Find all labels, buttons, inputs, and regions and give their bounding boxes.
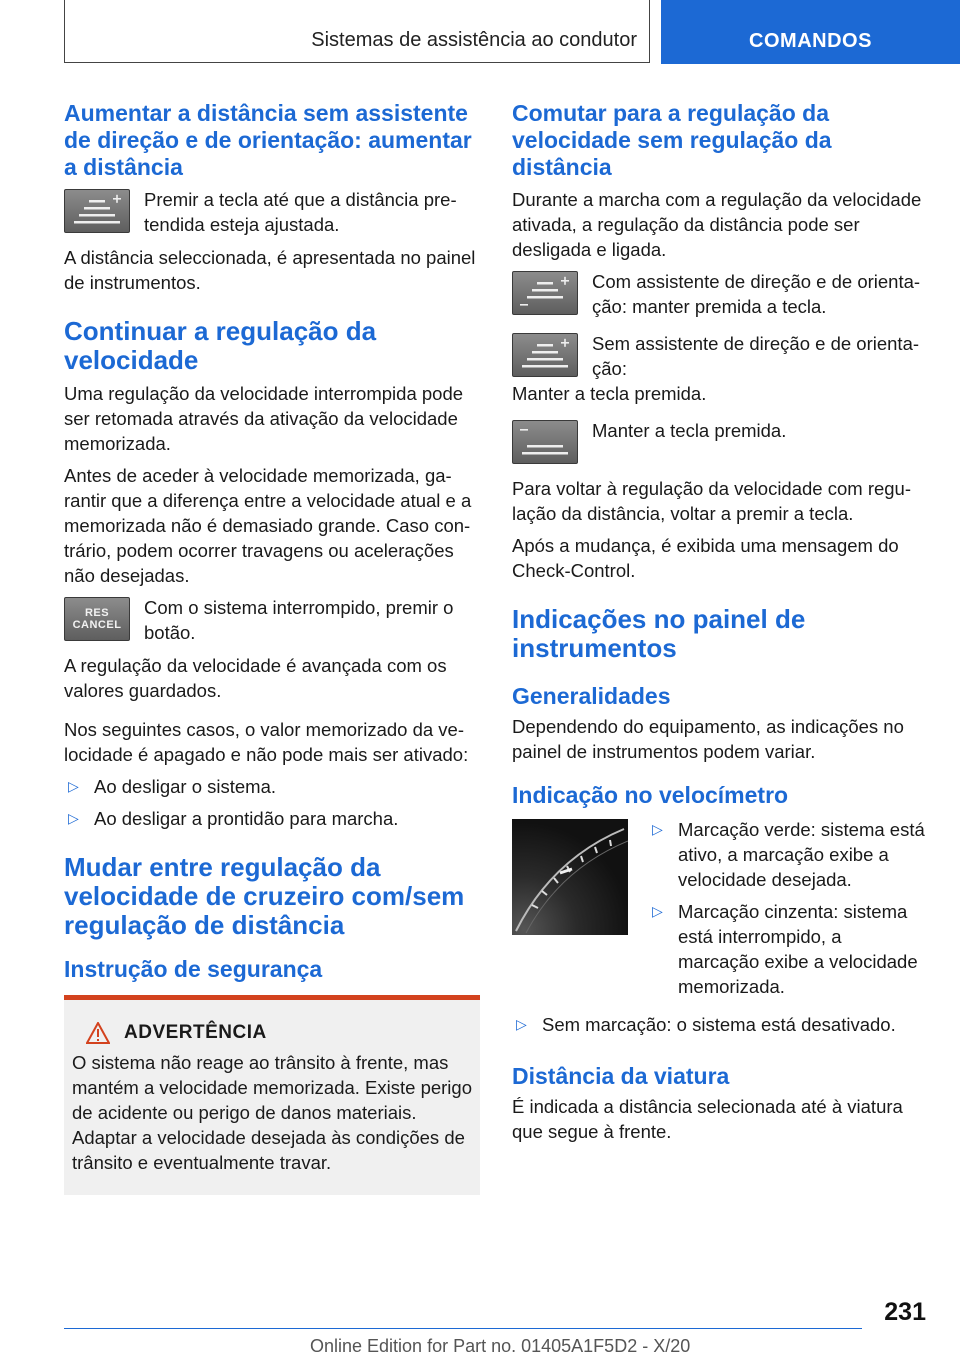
bullet-list	[512, 1012, 926, 1037]
paragraph: Após a mudança, é exibida uma mensagem do Check-Control.	[512, 535, 899, 581]
list-item: ▷ Ao desligar a prontidão para marcha.	[68, 808, 399, 829]
list-item: ▷ Marcação cinzenta: sistema está interrompido, a marcação exibe a velocidade memorizada.	[652, 901, 918, 997]
heading-generalidades: Generalidades	[512, 683, 671, 709]
chapter-tab-label: COMANDOS	[749, 30, 872, 52]
warning-text: O sistema não reage ao trânsito à frente, mas mantém a velocidade memorizada. Existe perigo de acidente ou perigo de danos materiais. Adaptar a velocidade desejada às condições de trânsito e eventualmente travar.	[72, 1052, 472, 1173]
heading-continuar: Continuar a regulação da velocidade	[64, 316, 377, 375]
heading-distancia: Distância da viatura	[512, 1063, 730, 1089]
distance-minus-icon	[512, 420, 578, 464]
paragraph: Para voltar à regulação da velocidade com regulação da distância, voltar a premir a tecla.	[512, 478, 912, 524]
section-title-box	[64, 0, 650, 63]
paragraph: Manter a tecla premida.	[512, 383, 707, 404]
bullet-triangle-icon: ▷	[652, 821, 663, 837]
paragraph: Nos seguintes casos, o valor memorizado da velocidade é apagado e não pode mais ser ativado:	[64, 719, 469, 765]
icon-description: Premir a tecla até que a distância pretendida esteja ajustada.	[144, 189, 457, 235]
paragraph: A regulação da velocidade é avançada com os valores guardados.	[64, 655, 447, 701]
heading-mudar: Mudar entre regulação da velocidade de cruzeiro com/sem regulação de distância	[64, 852, 465, 940]
icon-row-3	[512, 418, 926, 464]
list-item: ▷ Ao desligar o sistema.	[68, 776, 277, 797]
chapter-tab	[661, 0, 960, 64]
footer-text: Online Edition for Part no. 01405A1F5D2 - X/20	[310, 1336, 691, 1356]
bullet-triangle-icon: ▷	[652, 903, 663, 919]
res-label: RES	[84, 607, 110, 619]
bullet-triangle-icon: ▷	[68, 810, 79, 826]
page-number: 231	[884, 1298, 926, 1326]
icon-description: Manter a tecla premida.	[592, 420, 787, 441]
distance-plus-minus-icon	[512, 271, 578, 315]
warning-title-row	[86, 1022, 472, 1044]
paragraph: A distância seleccionada, é apresentada no painel de instrumentos.	[64, 247, 476, 293]
left-column	[64, 100, 480, 1195]
footer-divider	[64, 1328, 862, 1329]
icon-description: Com assistente de direção e de orientação: manter premida a tecla.	[592, 271, 921, 317]
heading-indicacoes: Indicações no painel de instrumentos	[512, 604, 806, 663]
bullet-triangle-icon: ▷	[516, 1016, 527, 1032]
section-title: Sistemas de assistência ao condutor	[311, 29, 637, 51]
paragraph: Antes de aceder à velocidade memorizada, garantir que a diferença entre a velocidade atual e a memorizada não é demasiado grande. Caso contrário, podem ocorrer travagens ou acelerações não desejadas.	[64, 465, 472, 586]
distance-plus-icon	[512, 333, 578, 377]
icon-description: Com o sistema interrompido, premir o botão.	[144, 597, 454, 643]
right-column	[512, 100, 926, 1151]
bullet-triangle-icon: ▷	[68, 778, 79, 794]
icon-row-res-cancel	[64, 595, 480, 645]
distance-plus-icon	[64, 189, 130, 233]
page-header	[64, 0, 960, 64]
heading-instrucao: Instrução de segurança	[64, 956, 323, 982]
heading-aumentar: Aumentar a distância sem assistente de direção e de orientação: aumentar a distância	[64, 100, 472, 180]
paragraph: Uma regulação da velocidade interrompida pode ser retomada através da ativação da velocidade memorizada.	[64, 383, 464, 454]
paragraph: É indicada a distância selecionada até à viatura que segue à frente.	[512, 1096, 903, 1142]
warning-box	[64, 995, 480, 1195]
warning-triangle-icon	[86, 1022, 110, 1044]
list-item: ▷ Sem marcação: o sistema está desativado.	[516, 1014, 896, 1035]
heading-comutar: Comutar para a regulação da velocidade sem regulação da distância	[512, 100, 832, 180]
icon-row-2	[512, 331, 926, 381]
list-item: ▷ Marcação verde: sistema está ativo, a marcação exibe a velocidade desejada.	[652, 819, 925, 890]
speedometer-row	[512, 817, 926, 1006]
icon-description: Sem assistente de direção e de orientação:	[592, 333, 920, 379]
bullet-list	[64, 774, 480, 831]
cancel-label: CANCEL	[72, 619, 122, 631]
warning-title: ADVERTÊNCIA	[124, 1022, 267, 1043]
paragraph: Durante a marcha com a regulação da velocidade ativada, a regulação da distância pode ser desligada e ligada.	[512, 189, 922, 260]
speedometer-image	[512, 819, 628, 935]
speedometer-bullet-list	[648, 817, 926, 1006]
res-cancel-icon	[64, 597, 130, 641]
icon-row-distance-plus	[64, 187, 480, 237]
icon-row-1	[512, 269, 926, 319]
paragraph: Dependendo do equipamento, as indicações no painel de instrumentos podem variar.	[512, 716, 904, 762]
heading-velocimetro: Indicação no velocímetro	[512, 782, 789, 808]
